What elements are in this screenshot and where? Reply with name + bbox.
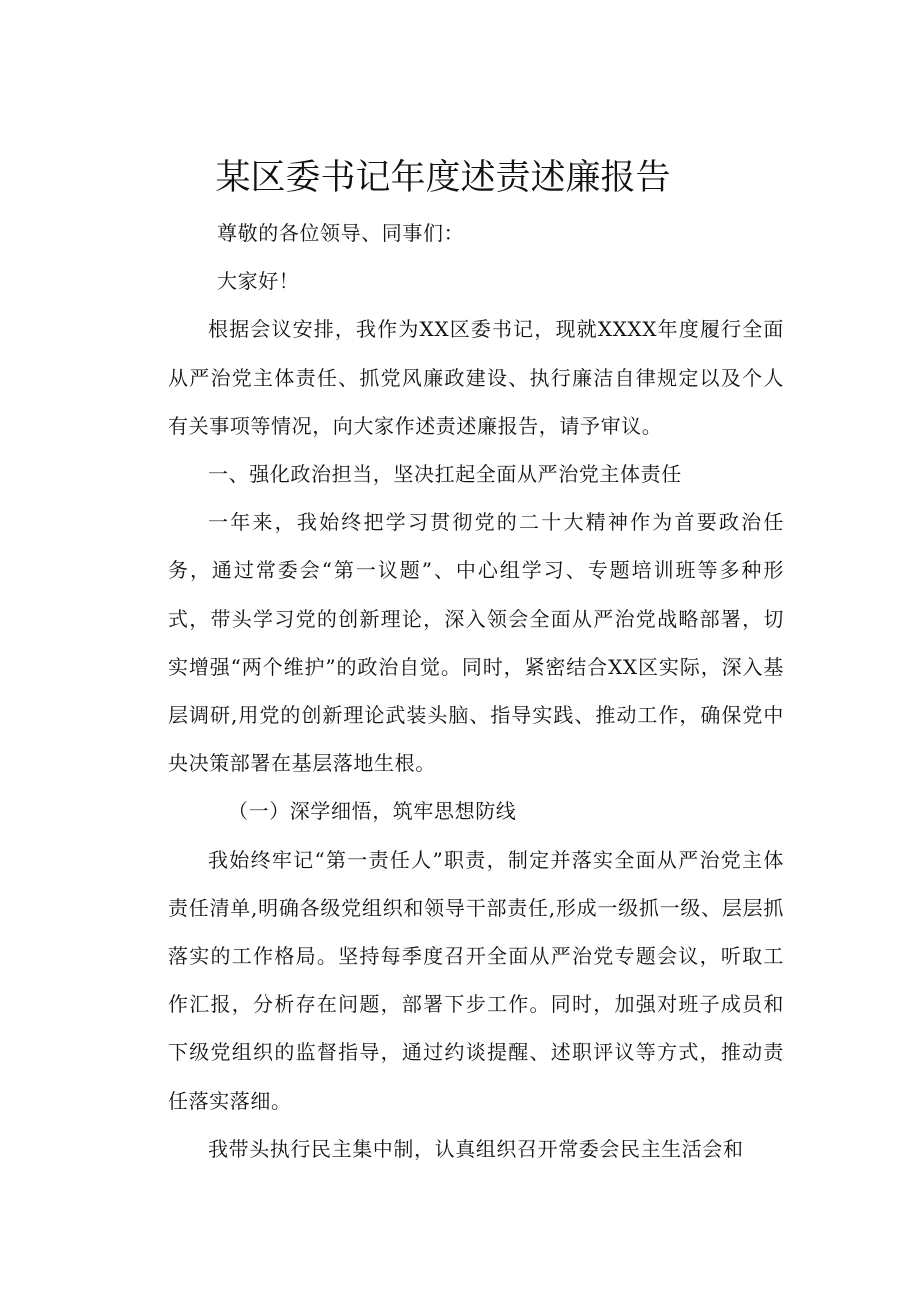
greeting: 大家好！: [217, 269, 300, 294]
document-title: 某区委书记年度述责述廉报告: [215, 158, 671, 198]
intro-paragraph: 根据会议安排，我作为XX区委书记，现就XXXX年度履行全面从严治党主体责任、抓党风廉政建设、执行廉洁自律规定以及个人有关事项等情况，向大家作述责述廉报告，请予审议。: [168, 317, 784, 438]
section-heading-1: 一、强化政治担当，坚决扛起全面从严治党主体责任: [208, 462, 682, 487]
document-body: [168, 209, 784, 1173]
sub-heading-1: （一）深学细悟，筑牢思想防线: [228, 799, 517, 824]
salutation: 尊敬的各位领导、同事们：: [217, 221, 465, 245]
body-paragraph: 一年来，我始终把学习贯彻党的二十大精神作为首要政治任务，通过常委会“第一议题”、中心组学习、专题培训班等多种形式，带头学习党的创新理论，深入领会全面从严治党战略部署，切实增强“两个维护”的政治自觉。同时，紧密结合XX区实际，深入基层调研,用党的创新理论武装头脑、指导实践、推动工作，确保党中央决策部署在基层落地生根。: [168, 510, 784, 776]
body-paragraph: 我带头执行民主集中制，认真组织召开常委会民主生活会和: [208, 1136, 744, 1161]
body-paragraph: 我始终牢记“第一责任人”职责，制定并落实全面从严治党主体责任清单,明确各级党组织和领导干部责任,形成一级抓一级、层层抓落实的工作格局。坚持每季度召开全面从严治党专题会议，听取工作汇报，分析存在问题，部署下步工作。同时，加强对班子成员和下级党组织的监督指导，通过约谈提醒、述职评议等方式，推动责任落实落细。: [168, 847, 784, 1113]
